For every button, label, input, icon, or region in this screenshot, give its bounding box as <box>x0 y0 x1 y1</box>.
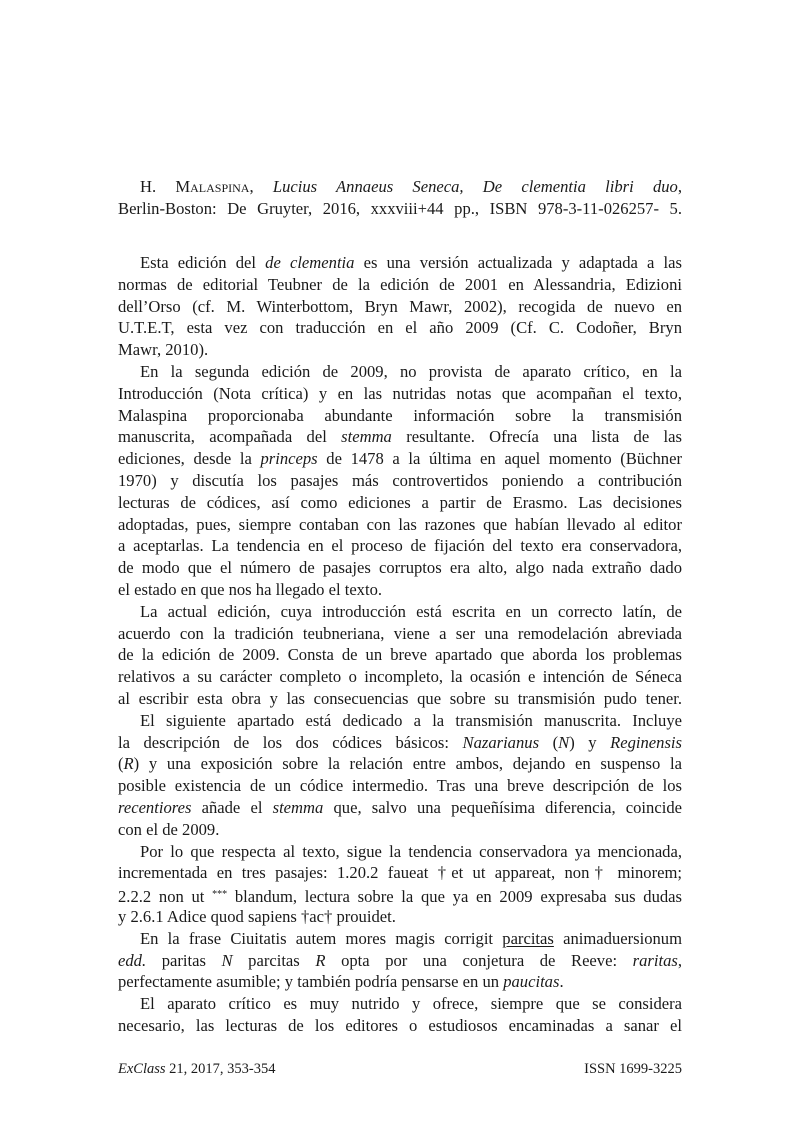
text-run: con el de 2009. <box>118 819 220 839</box>
italic-text: Lucius Annaeus Seneca, De clementia libri duo <box>272 177 678 196</box>
text-run: lecturas de códices, así como ediciones a partir de Erasmo. Las decisiones <box>118 492 682 512</box>
text-run: Berlin-Boston: De Gruyter, 2016, xxxviii+44 pp., ISBN 978-3-11-026257- 5. <box>118 198 682 218</box>
text-line <box>118 535 682 557</box>
text-run: El siguiente apartado está dedicado a la transmisión manuscrita. Incluye <box>140 710 682 730</box>
text-run: paritas <box>146 950 222 970</box>
text-run: acuerdo con la tradición teubneriana, viene a ser una remodelación abreviada <box>118 623 682 643</box>
text-run: añade el <box>191 797 273 817</box>
text-run: 1970) y discutía los pasajes más controvertidos poniendo a contribución <box>118 470 682 490</box>
text-run: U.T.E.T, esta vez con traducción en el año 2009 (Cf. C. Codoñer, Bryn <box>118 318 682 338</box>
text-line <box>118 383 682 405</box>
text-run: animaduersionum <box>553 928 682 948</box>
text-run: que, salvo una pequeñísima diferencia, coincide <box>323 797 682 817</box>
text-line <box>118 753 682 775</box>
text-run: En la segunda edición de 2009, no provista de aparato crítico, en la <box>140 361 682 381</box>
text-run: y 2.6.1 Adice quod sapiens †ac† prouidet. <box>118 906 396 926</box>
text-line <box>118 579 682 601</box>
text-run: , <box>677 950 682 970</box>
text-line <box>118 317 682 339</box>
italic-text: N <box>558 732 570 752</box>
italic-text: princeps <box>260 449 318 469</box>
book-citation <box>118 176 682 220</box>
citation-line <box>118 176 682 198</box>
text-run: La actual edición, cuya introducción está escrita en un correcto latín, de <box>140 601 682 621</box>
text-line <box>118 862 682 884</box>
text-run: ( <box>539 732 559 752</box>
review-body <box>118 252 682 1037</box>
text-line <box>118 514 682 536</box>
text-run: normas de editorial Teubner de la edición de 2001 en Alessandria, Edizioni <box>118 274 682 294</box>
page-footer <box>118 1061 682 1078</box>
author-name: Malaspina <box>175 177 250 196</box>
text-run: H. <box>140 177 176 196</box>
text-line <box>118 797 682 819</box>
italic-text: R <box>123 754 134 774</box>
text-line <box>118 448 682 470</box>
text-run: de modo que el número de pasajes corruptos era alto, algo nada extraño dado <box>118 558 682 578</box>
text-line <box>118 950 682 972</box>
text-line <box>118 928 682 950</box>
italic-text: R <box>315 950 326 970</box>
text-line <box>118 274 682 296</box>
paragraph <box>118 993 682 1037</box>
text-run: , <box>677 177 682 196</box>
italic-text: stemma <box>272 797 324 817</box>
text-line <box>118 1015 682 1037</box>
text-run: ediciones, desde la <box>118 449 261 469</box>
text-run: 2.2.2 non ut <box>118 887 213 907</box>
text-run: Esta edición del <box>140 253 266 272</box>
text-line <box>118 841 682 863</box>
underlined-text: parcitas <box>502 928 554 948</box>
italic-text: edd. <box>118 950 147 970</box>
text-run: , <box>249 177 273 196</box>
text-run: es una versión actualizada y adaptada a las <box>354 253 682 272</box>
text-run: resultante. Ofrecía una lista de las <box>391 427 682 447</box>
text-line <box>118 470 682 492</box>
text-run: la descripción de los dos códices básicos: <box>118 732 463 752</box>
text-run: Introducción (Nota crítica) y en las nutridas notas que acompañan el texto, <box>118 383 682 403</box>
italic-text: paucitas <box>503 972 560 992</box>
text-line <box>118 906 682 928</box>
footer-journal-info <box>118 1061 276 1078</box>
text-line <box>118 492 682 514</box>
text-run: blandum, lectura sobre la que ya en 2009 expresaba sus dudas <box>227 887 683 907</box>
issn: ISSN 1699-3225 <box>584 1061 682 1077</box>
text-run: de 1478 a la última en aquel momento (Büchner <box>317 449 682 469</box>
text-run: necesario, las lecturas de los editores o estudiosos encaminadas a sanar el <box>118 1015 682 1035</box>
paragraph <box>118 928 682 993</box>
text-line <box>118 601 682 623</box>
text-run: opta por una conjetura de Reeve: <box>325 950 633 970</box>
text-run: al escribir esta obra y las consecuencias que sobre su transmisión pudo tener. <box>118 688 682 708</box>
text-run: posible existencia de un códice intermedio. Tras una breve descripción de los <box>118 776 682 796</box>
text-line <box>118 775 682 797</box>
italic-text: de clementia <box>265 253 355 272</box>
text-run: ( <box>118 754 124 774</box>
paragraph <box>118 601 682 710</box>
text-line <box>118 884 682 906</box>
text-line <box>118 993 682 1015</box>
italic-text: Nazarianus <box>462 732 540 752</box>
text-run: El aparato crítico es muy nutrido y ofrece, siempre que se considera <box>140 994 682 1014</box>
text-line <box>118 426 682 448</box>
text-run: relativos a su carácter completo o incompleto, la ocasión e intención de Séneca <box>118 667 682 687</box>
text-run: el estado en que nos ha llegado el texto. <box>118 579 383 599</box>
text-run: Malaspina proporcionaba abundante información sobre la transmisión <box>118 405 682 425</box>
italic-text: Reginensis <box>610 732 682 752</box>
paragraph <box>118 841 682 928</box>
italic-text: raritas <box>632 950 678 970</box>
italic-text: stemma <box>341 427 392 447</box>
text-line <box>118 623 682 645</box>
text-line <box>118 339 682 361</box>
paragraph <box>118 361 682 601</box>
citation-line <box>118 198 682 220</box>
text-line <box>118 361 682 383</box>
text-line <box>118 557 682 579</box>
text-run: Por lo que respecta al texto, sigue la tendencia conservadora ya mencionada, <box>140 841 682 861</box>
text-line <box>118 252 682 274</box>
text-line <box>118 405 682 427</box>
text-line <box>118 296 682 318</box>
text-line <box>118 688 682 710</box>
text-line <box>118 971 682 993</box>
paragraph <box>118 710 682 841</box>
text-run: manuscrita, acompañada del <box>118 427 342 447</box>
volume-pages: 21, 2017, 353-354 <box>165 1061 276 1077</box>
paragraph <box>118 252 682 361</box>
text-run: . <box>559 972 564 992</box>
text-run: ) y una exposición sobre la relación entre ambos, dejando en suspenso la <box>133 754 682 774</box>
text-line <box>118 666 682 688</box>
text-line <box>118 732 682 754</box>
text-run: perfectamente asumible; y también podría pensarse en un <box>118 972 504 992</box>
text-run: incrementada en tres pasajes: 1.20.2 faueat †et ut appareat, non† minorem; <box>118 863 682 883</box>
superscript-text: *** <box>212 889 228 901</box>
text-run: dell’Orso (cf. M. Winterbottom, Bryn Mawr, 2002), recogida de nuevo en <box>118 296 682 316</box>
italic-text: N <box>221 950 233 970</box>
text-run: Mawr, 2010). <box>118 340 209 360</box>
text-line <box>118 819 682 841</box>
text-run: a aceptarlas. La tendencia en el proceso de fijación del texto era conservadora, <box>118 536 682 556</box>
journal-name: ExClass <box>118 1061 166 1077</box>
text-run: ) y <box>569 732 611 752</box>
text-line <box>118 710 682 732</box>
italic-text: recentiores <box>118 797 192 817</box>
text-run: parcitas <box>232 950 316 970</box>
text-line <box>118 644 682 666</box>
text-run: de la edición de 2009. Consta de un breve apartado que aborda los problemas <box>118 645 682 665</box>
text-run: En la frase Ciuitatis autem mores magis corrigit <box>140 928 503 948</box>
text-run: adoptadas, pues, siempre contaban con las razones que habían llevado al editor <box>118 514 682 534</box>
